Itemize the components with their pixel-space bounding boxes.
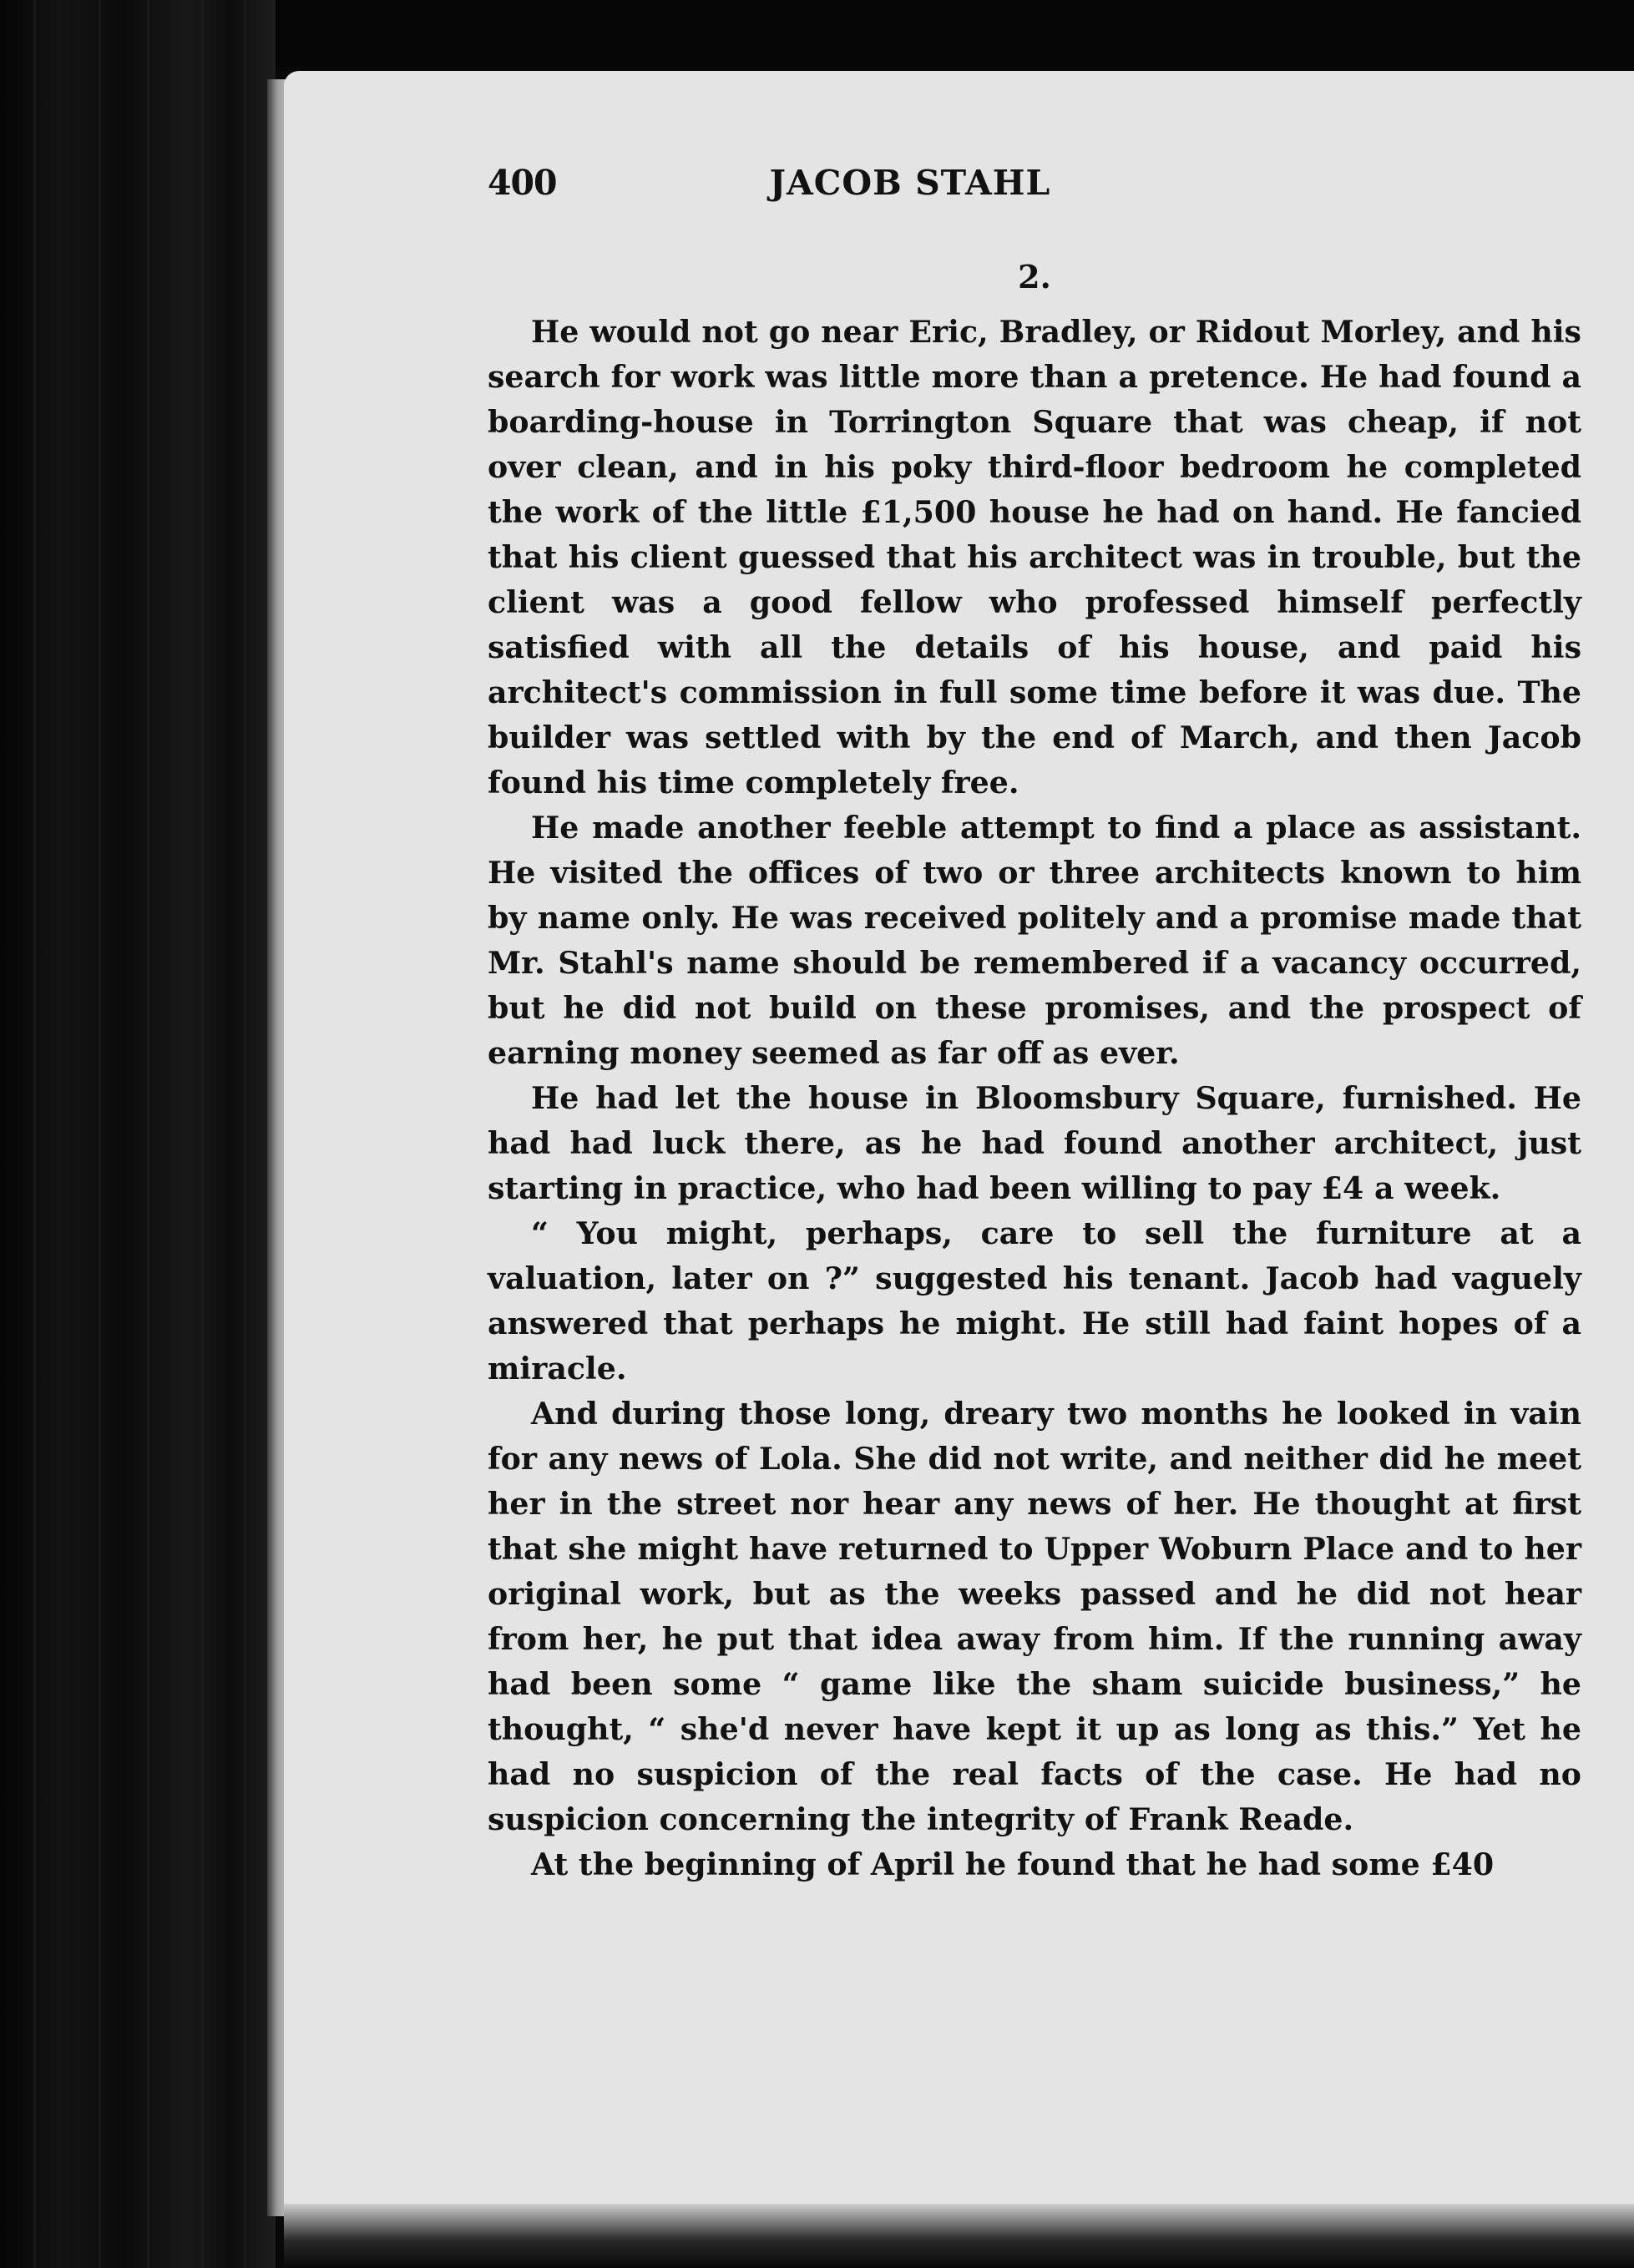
book-spine — [0, 0, 276, 2268]
spine-texture-line — [33, 0, 36, 2268]
paragraph: And during those long, dreary two months he looked in vain for any news of Lola. She did not write, and neither did he meet her in the street nor hear any news of her. He thought at first that she might have returned to Upper Woburn Place and to her original work, but as the weeks passed and he did not hear from her, he put that idea away from him. If the running away had been some “ game like the sham suicide business,” he thought, “ she'd never have kept it up as long as this.” Yet he had no suspicion of the real facts of the case. He had no suspicion concerning the integrity of Frank Reade. — [488, 1396, 1581, 1837]
spine-texture-line — [147, 0, 149, 2268]
page-bottom-shadow — [284, 2204, 1634, 2268]
running-title: JACOB STAHL — [769, 163, 1051, 203]
paragraph: He made another feeble attempt to find a place as assistant. He visited the offices of two or three architects known to him by name only. He was received politely and a promise made that Mr. Stahl's name should be remembered if a vacancy occurred, but he did not build on these promises, and the prospect of earning money seemed as far off as ever. — [488, 810, 1581, 1071]
page-text-block — [488, 163, 1581, 1887]
spine-texture-line — [99, 0, 101, 2268]
paragraph: At the beginning of April he found that he had some £40 — [531, 1846, 1495, 1882]
page-number: 400 — [488, 163, 557, 203]
running-head — [488, 163, 1581, 221]
paragraph: “ You might, perhaps, care to sell the furniture at a valuation, later on ?” suggested his tenant. Jacob had vaguely answered that perhaps he might. He still had faint hopes of a miracle. — [488, 1215, 1581, 1387]
spine-texture-line — [201, 0, 204, 2268]
paragraph: He had let the house in Bloomsbury Square, furnished. He had had luck there, as he had found another architect, just starting in practice, who had been willing to pay £4 a week. — [488, 1080, 1581, 1206]
spine-texture-line — [244, 0, 246, 2268]
paragraph: He would not go near Eric, Bradley, or Ridout Morley, and his search for work was little more than a pretence. He had found a boarding-house in Torrington Square that was cheap, if not over clean, and in his poky third-floor bedroom he completed the work of the little £1,500 house he had on hand. He fancied that his client guessed that his architect was in trouble, but the client was a good fellow who professed himself perfectly satisfied with all the details of his house, and paid his architect's commission in full some time before it was due. The builder was settled with by the end of March, and then Jacob found his time completely free. — [488, 314, 1581, 801]
section-number: 2. — [1018, 258, 1051, 295]
